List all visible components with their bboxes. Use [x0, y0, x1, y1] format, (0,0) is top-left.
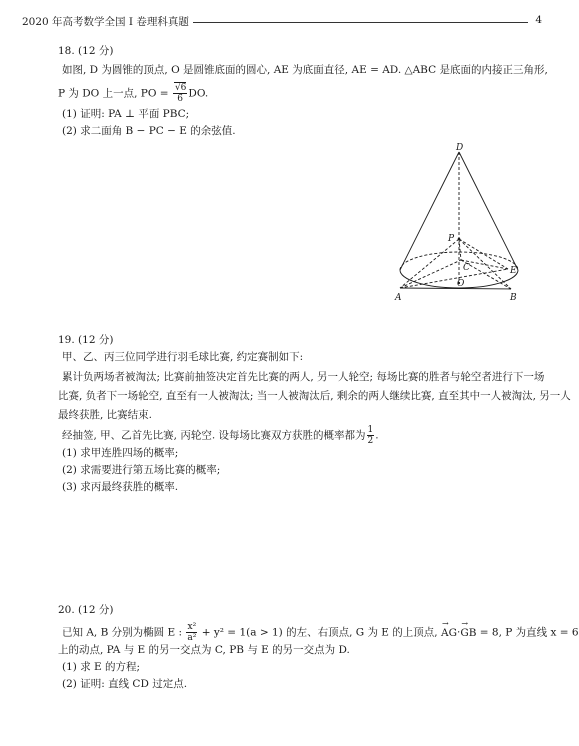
- label-d: D: [456, 143, 464, 153]
- q20-line1-b: + y² = 1(a > 1) 的左、右顶点, G 为 E 的上顶点,: [198, 626, 441, 639]
- q19-part3: (3) 求丙最终获胜的概率.: [62, 481, 179, 493]
- q20-heading: 20. (12 分): [58, 604, 114, 616]
- q19-draw-line: [62, 425, 379, 446]
- q19-rule-line1: 累计负两场者被淘汰; 比赛前抽签决定首先比赛的两人, 另一人轮空; 每场比赛的胜者与轮空者进行下一场: [62, 371, 545, 383]
- q20-line1-a: 已知 A, B 分别为椭圆 E :: [62, 626, 186, 639]
- slant-right: [459, 152, 518, 270]
- edge-pa: [400, 239, 459, 288]
- q18-text2-post: DO.: [188, 87, 209, 100]
- q19-heading: 19. (12 分): [58, 334, 114, 346]
- q20-dot: ·: [456, 626, 461, 639]
- q20-line1: [62, 622, 579, 643]
- q19-rule-line2: 比赛, 负者下一场轮空, 直至有一人被淘汰; 当一人被淘汰后, 剩余的两人继续比赛, 直至其中一人被淘汰, 另一人: [58, 390, 571, 402]
- q19-part1: (1) 求甲连胜四场的概率;: [62, 447, 179, 459]
- q20-part2: (2) 证明: 直线 CD 过定点.: [62, 678, 188, 690]
- q20-line2: 上的动点, PA 与 E 的另一交点为 C, PB 与 E 的另一交点为 D.: [58, 644, 350, 656]
- header-rule: [182, 22, 528, 23]
- page-header: [22, 14, 542, 30]
- q19-frac-num: 1: [367, 425, 374, 435]
- q18-frac-num: √6: [174, 83, 187, 93]
- q20-vec-ag: → AG: [441, 626, 457, 640]
- q18-frac-den: 6: [177, 94, 184, 104]
- q19-frac-den: 2: [367, 436, 374, 446]
- q18-text-line1: 如图, D 为圆锥的顶点, O 是圆锥底面的圆心, AE 为底面直径, AE = AD. △ABC 是底面的内接正三角形,: [62, 64, 548, 76]
- q20-fraction: [186, 622, 197, 643]
- label-p: P: [448, 234, 455, 244]
- label-c: C: [463, 263, 470, 273]
- label-o: O: [457, 279, 465, 289]
- q18-part2: (2) 求二面角 B − PC − E 的余弦值.: [62, 125, 236, 137]
- q19-fraction: [367, 425, 375, 446]
- q18-part1: (1) 证明: PA ⊥ 平面 PBC;: [62, 108, 190, 120]
- edge-ac: [400, 260, 461, 288]
- point-p: [458, 238, 461, 241]
- q19-draw-pre: 经抽签, 甲、乙首先比赛, 丙轮空. 设每场比赛双方获胜的概率都为: [62, 429, 366, 442]
- q20-line1-c: = 8, P 为直线 x = 6: [476, 626, 579, 639]
- q20-vec-gb: → GB: [460, 626, 476, 640]
- page-number: 4: [535, 14, 542, 26]
- q19-intro: 甲、乙、丙三位同学进行羽毛球比赛, 约定赛制如下:: [62, 351, 304, 363]
- q18-text2-pre: P 为 DO 上一点, PO =: [58, 87, 172, 100]
- q20-part1: (1) 求 E 的方程;: [62, 661, 141, 673]
- q18-text-line2: [58, 83, 208, 104]
- q18-heading: 18. (12 分): [58, 45, 114, 57]
- q19-draw-post: .: [375, 429, 379, 442]
- q18-fraction: [173, 83, 187, 104]
- q19-rule-line3: 最终获胜, 比赛结束.: [58, 409, 153, 421]
- q20-frac-num: x²: [187, 622, 197, 632]
- label-e: E: [510, 266, 517, 276]
- label-b: B: [510, 293, 517, 303]
- edge-ab: [400, 288, 511, 289]
- cone-figure: [390, 143, 540, 303]
- q20-frac-den: a²: [187, 633, 197, 643]
- label-a: A: [395, 293, 402, 303]
- header-title: 2020 年高考数学全国 I 卷理科真题: [22, 14, 193, 29]
- q19-part2: (2) 求需要进行第五场比赛的概率;: [62, 464, 221, 476]
